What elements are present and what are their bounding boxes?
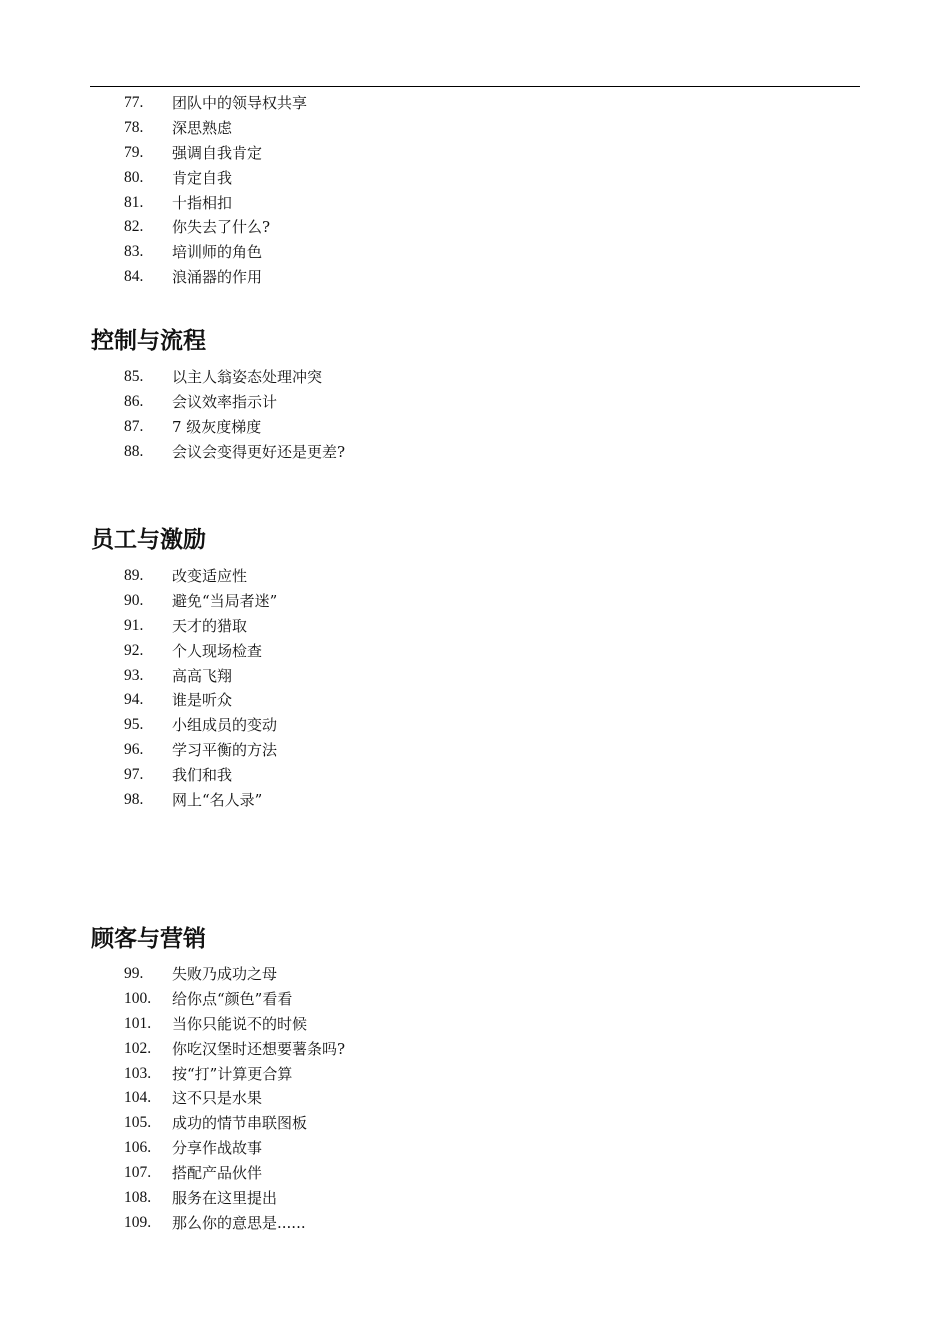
item-number: 90. <box>124 591 144 609</box>
item-text: 网上“名人录” <box>172 791 263 810</box>
item-text: 失败乃成功之母 <box>172 965 278 983</box>
section-heading: 控制与流程 <box>91 328 206 354</box>
item-text: 成功的情节串联图板 <box>172 1114 308 1133</box>
item-number: 99. <box>124 965 144 982</box>
item-text: 我们和我 <box>172 766 233 785</box>
item-number: 104. <box>124 1089 152 1107</box>
header-rule <box>90 86 860 87</box>
section-heading: 顾客与营销 <box>91 926 206 952</box>
item-text: 你吃汉堡时还想要薯条吗? <box>172 1039 346 1058</box>
item-text: 个人现场检查 <box>172 641 263 660</box>
item-text: 改变适应性 <box>172 567 248 585</box>
item-number: 77. <box>124 94 144 111</box>
item-number: 94. <box>124 691 144 709</box>
section-heading: 员工与激励 <box>91 527 206 553</box>
item-text: 这不只是水果 <box>172 1089 263 1108</box>
item-text: 肯定自我 <box>172 168 233 187</box>
item-text: 当你只能说不的时候 <box>172 1014 308 1033</box>
item-text: 强调自我肯定 <box>172 143 263 162</box>
item-number: 83. <box>124 243 144 261</box>
item-number: 86. <box>124 392 144 410</box>
item-text: 7 级灰度梯度 <box>172 417 262 436</box>
item-number: 79. <box>124 143 144 161</box>
item-text: 给你点“颜色”看看 <box>172 989 293 1008</box>
item-text: 搭配产品伙伴 <box>172 1164 263 1183</box>
item-number: 96. <box>124 741 144 759</box>
item-text: 浪涌器的作用 <box>172 268 263 287</box>
item-number: 100. <box>124 989 152 1007</box>
item-text: 分享作战故事 <box>172 1139 263 1158</box>
item-number: 85. <box>124 368 144 385</box>
item-text: 学习平衡的方法 <box>172 741 278 760</box>
item-text: 小组成员的变动 <box>172 716 278 735</box>
item-text: 高高飞翔 <box>172 666 233 685</box>
item-number: 87. <box>124 417 144 435</box>
item-number: 89. <box>124 567 144 584</box>
item-number: 81. <box>124 193 144 211</box>
item-text: 那么你的意思是...... <box>172 1213 306 1232</box>
item-number: 84. <box>124 268 144 286</box>
item-text: 避免“当局者迷” <box>172 591 278 610</box>
item-text: 按“打”计算更合算 <box>172 1064 293 1083</box>
item-text: 会议效率指示计 <box>172 392 278 411</box>
item-number: 78. <box>124 118 144 136</box>
item-number: 109. <box>124 1213 152 1231</box>
item-number: 80. <box>124 168 144 186</box>
item-number: 102. <box>124 1039 152 1057</box>
item-number: 93. <box>124 666 144 684</box>
item-number: 88. <box>124 442 144 460</box>
item-number: 105. <box>124 1114 152 1132</box>
item-text: 会议会变得更好还是更差? <box>172 442 346 461</box>
item-number: 97. <box>124 766 144 784</box>
item-number: 95. <box>124 716 144 734</box>
item-number: 103. <box>124 1064 152 1082</box>
item-number: 98. <box>124 791 144 809</box>
item-number: 107. <box>124 1164 152 1182</box>
item-text: 团队中的领导权共享 <box>172 94 308 112</box>
item-text: 以主人翁姿态处理冲突 <box>172 368 323 386</box>
item-number: 91. <box>124 616 144 634</box>
item-number: 108. <box>124 1189 152 1207</box>
item-text: 天才的猎取 <box>172 616 248 635</box>
item-number: 106. <box>124 1139 152 1157</box>
item-number: 101. <box>124 1014 152 1032</box>
item-number: 82. <box>124 218 144 236</box>
item-number: 92. <box>124 641 144 659</box>
item-text: 服务在这里提出 <box>172 1189 278 1208</box>
item-text: 十指相扣 <box>172 193 233 212</box>
item-text: 你失去了什么? <box>172 218 271 237</box>
item-text: 深思熟虑 <box>172 118 233 137</box>
item-text: 培训师的角色 <box>172 243 263 262</box>
item-text: 谁是听众 <box>172 691 233 710</box>
